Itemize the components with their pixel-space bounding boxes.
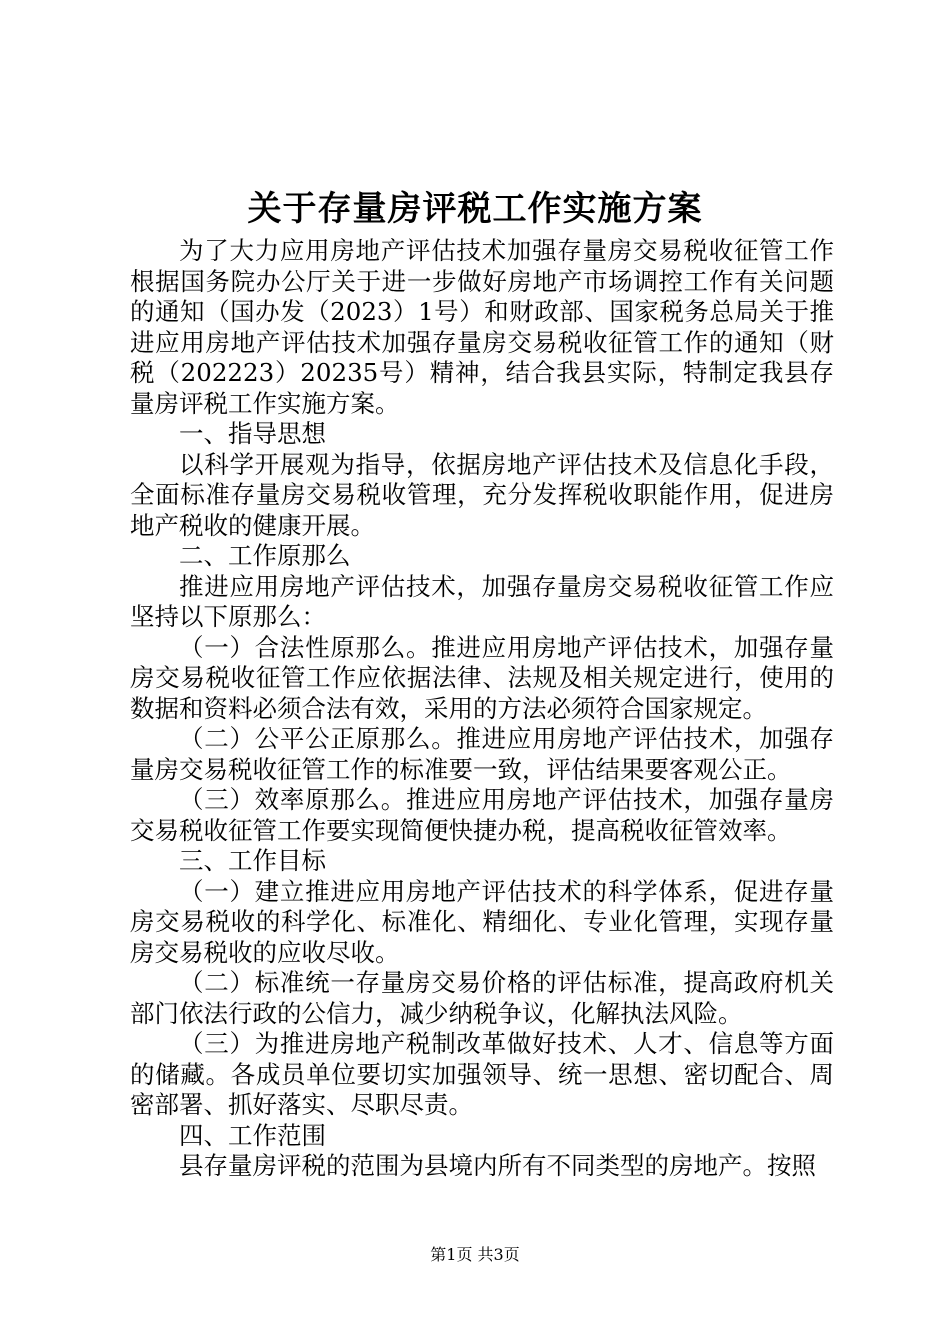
section-heading-principles: 二、工作原那么 [179,541,351,570]
paragraph-goal-standard: （二）标准统一存量房交易价格的评估标准，提高政府机关部门依法行政的公信力，减少纳税争议，化解执法风险。 [130,968,834,1028]
page-footer: 第1页 共3页 [430,1245,520,1264]
section-heading-guiding-thought: 一、指导思想 [179,419,326,448]
paragraph-principle-efficiency: （三）效率原那么。推进应用房地产评估技术，加强存量房交易税收征管工作要实现简便快捷办税，提高税收征管效率。 [130,785,834,845]
document-title: 关于存量房评税工作实施方案 [247,189,703,229]
paragraph-goal-system: （一）建立推进应用房地产评估技术的科学体系，促进存量房交易税收的科学化、标准化、精细化、专业化管理，实现存量房交易税收的应收尽收。 [130,876,834,967]
paragraph-goal-reserve: （三）为推进房地产税制改革做好技术、人才、信息等方面的储藏。各成员单位要切实加强领导、统一思想、密切配合、周密部署、抓好落实、尽职尽责。 [130,1029,834,1119]
section-heading-goals: 三、工作目标 [179,846,326,875]
paragraph-principles-intro: 推进应用房地产评估技术，加强存量房交易税收征管工作应坚持以下原那么： [130,571,834,631]
paragraph-scope: 县存量房评税的范围为县境内所有不同类型的房地产。按照 [179,1151,816,1180]
section-heading-scope: 四、工作范围 [179,1120,326,1150]
intro-paragraph: 为了大力应用房地产评估技术加强存量房交易税收征管工作根据国务院办公厅关于进一步做好房地产市场调控工作有关问题的通知（国办发（2023）1号）和财政部、国家税务总局关于推进应用房地产评估技术加强存量房交易税收征管工作的通知（财税（202223）20235号）精神，结合我县实际，特制定我县存量房评税工作实施方案。 [130,236,834,418]
paragraph-principle-fairness: （二）公平公正原那么。推进应用房地产评估技术，加强存量房交易税收征管工作的标准要一致，评估结果要客观公正。 [130,724,834,784]
paragraph-principle-legality: （一）合法性原那么。推进应用房地产评估技术，加强存量房交易税收征管工作应依据法律、法规及相关规定进行，使用的数据和资料必须合法有效，采用的方法必须符合国家规定。 [130,632,834,723]
paragraph-guiding-thought: 以科学开展观为指导，依据房地产评估技术及信息化手段，全面标准存量房交易税收管理，充分发挥税收职能作用，促进房地产税收的健康开展。 [130,449,834,540]
document-body [130,236,834,1182]
